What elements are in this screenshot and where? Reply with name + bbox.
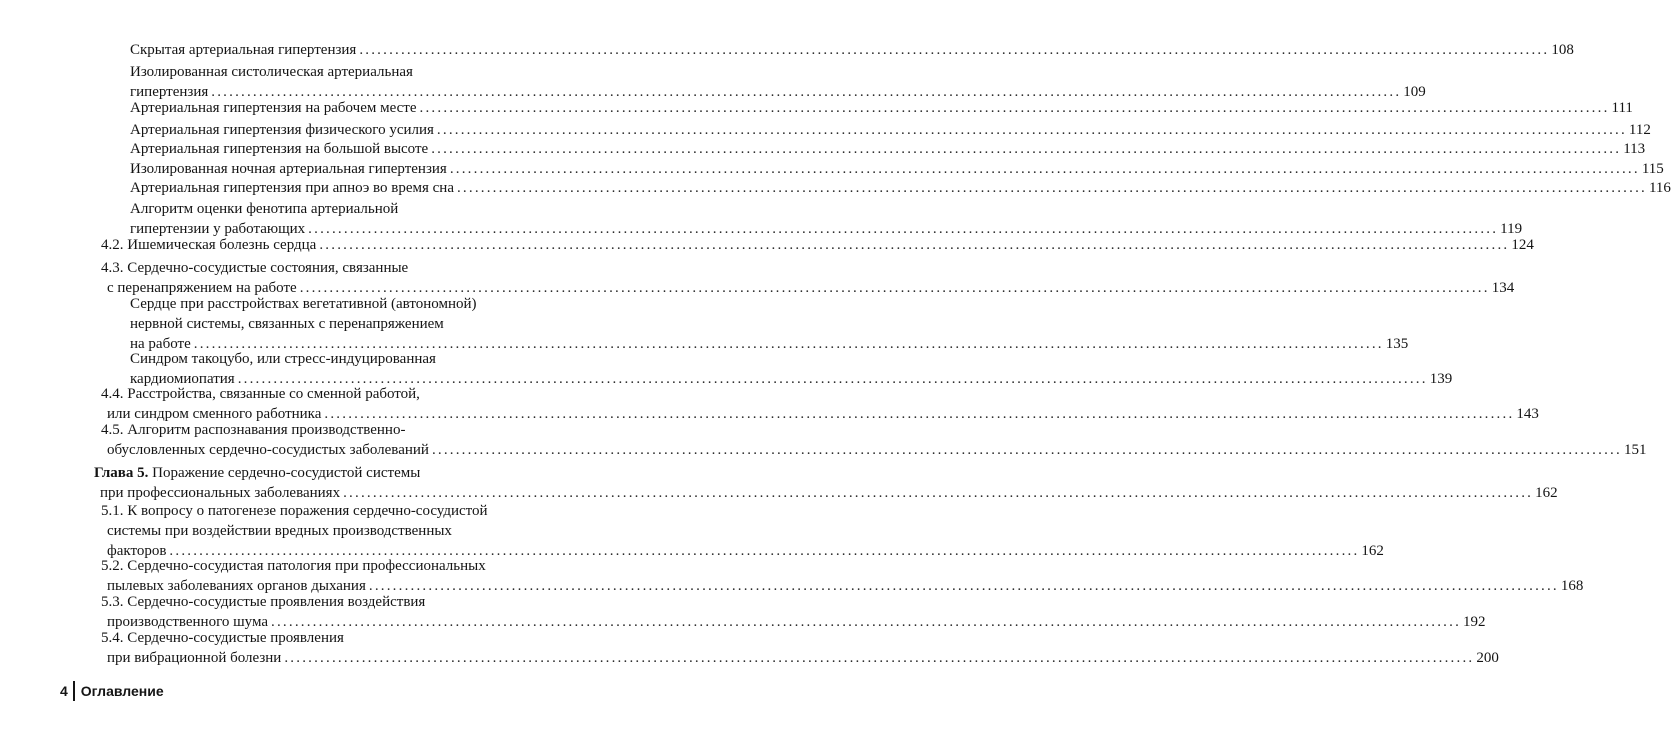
toc-entry-line — [130, 349, 490, 369]
toc-entry-text: Изолированная ночная артериальная гипертензия — [130, 161, 447, 177]
toc-entry — [130, 294, 1409, 354]
toc-entry-line — [130, 62, 490, 82]
dot-leader: ........................................................................................................................................................................................................ — [343, 485, 1534, 501]
toc-entry-last-line — [130, 40, 1574, 60]
toc-entry — [130, 120, 1651, 140]
toc-entry-text: Сердце при расстройствах вегетативной (автономной) — [130, 296, 477, 312]
toc-entry-text: Артериальная гипертензия при апноэ во время сна — [130, 180, 454, 196]
toc-entry — [101, 258, 1515, 298]
toc-page-number: 135 — [1385, 336, 1409, 352]
toc-entry — [130, 349, 1453, 389]
toc-entry-text: гипертензия — [130, 84, 209, 100]
toc-entry-text: Алгоритм оценки фенотипа артериальной — [130, 201, 399, 217]
toc-entry-text: Артериальная гипертензия физического усилия — [130, 122, 434, 138]
dot-leader: ........................................................................................................................................................................................................ — [368, 578, 1559, 594]
dot-leader: ........................................................................................................................................................................................................ — [431, 442, 1622, 458]
toc-page-number: 124 — [1511, 237, 1534, 253]
toc-page-number: 115 — [1641, 161, 1664, 177]
toc-entry-last-line — [101, 235, 1534, 255]
dot-leader: ........................................................................................................................................................................................................ — [449, 161, 1640, 177]
dot-leader: ........................................................................................................................................................................................................ — [211, 84, 1402, 100]
toc-entry — [130, 159, 1664, 179]
toc-entry-text: Скрытая артериальная гипертензия — [130, 42, 357, 58]
toc-entry-line — [101, 521, 490, 541]
toc-entry-text: Артериальная гипертензия на рабочем месте — [130, 100, 417, 116]
dot-leader: ........................................................................................................................................................................................................ — [271, 614, 1462, 630]
chapter-label: Глава 5. — [94, 465, 149, 481]
toc-entry — [101, 628, 1499, 668]
toc-page-number: 119 — [1500, 221, 1523, 237]
toc-entry-text: при профессиональных заболеваниях — [100, 485, 341, 501]
toc-entry — [130, 199, 1523, 239]
toc-page-number: 168 — [1560, 578, 1584, 594]
dot-leader: ........................................................................................................................................................................................................ — [319, 237, 1510, 253]
toc-entry-line — [101, 501, 490, 521]
toc-entry-text: или синдром сменного работника — [107, 406, 322, 422]
dot-leader: ........................................................................................................................................................................................................ — [431, 141, 1622, 157]
dot-leader: ........................................................................................................................................................................................................ — [284, 650, 1475, 666]
toc-entry-line — [101, 258, 490, 278]
toc-entry-line — [101, 556, 490, 576]
toc-page-number: 134 — [1491, 280, 1515, 296]
toc-entry-text: Артериальная гипертензия на большой высоте — [130, 141, 429, 157]
toc-entry-text: системы при воздействии вредных производственных — [107, 523, 452, 539]
toc-page-number: 109 — [1403, 84, 1426, 100]
toc-entry-line — [101, 384, 490, 404]
toc-page-number: 116 — [1648, 180, 1671, 196]
dot-leader: ........................................................................................................................................................................................................ — [419, 100, 1610, 116]
toc-entry-text: 5.3. Сердечно-сосудистые проявления воздействия — [101, 594, 426, 610]
page-footer — [60, 680, 164, 702]
toc-entry-last-line — [130, 159, 1664, 179]
dot-leader: ........................................................................................................................................................................................................ — [299, 280, 1490, 296]
toc-entry — [101, 384, 1539, 424]
toc-entry-text: Поражение сердечно-сосудистой системы — [148, 465, 421, 481]
dot-leader: ........................................................................................................................................................................................................ — [324, 406, 1515, 422]
toc-entry-text: 5.1. К вопросу о патогенезе поражения сердечно-сосудистой — [101, 503, 488, 519]
toc-page-number: 162 — [1361, 543, 1384, 559]
toc-page-number: 111 — [1611, 100, 1633, 116]
toc-entry — [130, 178, 1671, 198]
toc-entry-text: 5.4. Сердечно-сосудистые проявления — [101, 630, 344, 646]
toc-entry — [101, 556, 1584, 596]
toc-entry-line — [94, 463, 490, 483]
toc-entry — [130, 40, 1574, 60]
toc-entry-text: 4.2. Ишемическая болезнь сердца — [101, 237, 317, 253]
toc-page-number: 200 — [1476, 650, 1499, 666]
toc-entry — [101, 501, 1384, 561]
dot-leader: ........................................................................................................................................................................................................ — [193, 336, 1384, 352]
toc-entry — [130, 139, 1646, 159]
toc-entry-last-line — [101, 440, 1647, 460]
toc-entry-text: 4.5. Алгоритм распознавания производственно- — [101, 422, 406, 438]
toc-page-number: 162 — [1535, 485, 1558, 501]
toc-entry — [130, 62, 1426, 102]
toc-entry-text: нервной системы, связанных с перенапряжением — [130, 316, 444, 332]
toc-entry-line — [130, 294, 490, 314]
toc-entry-line — [101, 420, 490, 440]
toc-entry-text: Изолированная систолическая артериальная — [130, 64, 413, 80]
toc-entry-text: 4.4. Расстройства, связанные со сменной работой, — [101, 386, 420, 402]
toc-entry-line — [130, 199, 490, 219]
dot-leader: ........................................................................................................................................................................................................ — [308, 221, 1499, 237]
toc-entry-text: пылевых заболеваниях органов дыхания — [107, 578, 366, 594]
toc-entry — [101, 235, 1534, 255]
toc-entry-text: 5.2. Сердечно-сосудистая патология при профессиональных — [101, 558, 486, 574]
toc-entry — [101, 420, 1647, 460]
dot-leader: ........................................................................................................................................................................................................ — [456, 180, 1647, 196]
toc-entry-text: факторов — [107, 543, 167, 559]
toc-entry-line — [101, 592, 490, 612]
toc-entry-line — [130, 314, 490, 334]
toc-entry-text: при вибрационной болезни — [107, 650, 282, 666]
page-number: 4 — [60, 683, 68, 699]
toc-entry — [101, 592, 1486, 632]
toc-page-number: 113 — [1623, 141, 1646, 157]
toc-page-number: 151 — [1623, 442, 1647, 458]
footer-section-title: Оглавление — [80, 683, 164, 699]
dot-leader: ........................................................................................................................................................................................................ — [237, 371, 1428, 387]
toc-entry-last-line — [94, 483, 1558, 503]
toc-entry-text: кардиомиопатия — [130, 371, 235, 387]
toc-entry-text: Синдром такоцубо, или стресс-индуцированная — [130, 351, 436, 367]
toc-entry-text: с перенапряжением на работе — [107, 280, 297, 296]
toc-entry-line — [101, 628, 490, 648]
toc-page-number: 112 — [1628, 122, 1651, 138]
toc-page-number: 139 — [1429, 371, 1453, 387]
toc-entry-last-line — [130, 178, 1671, 198]
toc-entry-last-line — [130, 98, 1633, 118]
dot-leader: ........................................................................................................................................................................................................ — [359, 42, 1550, 58]
toc-entry-text: производственного шума — [107, 614, 269, 630]
toc-entry-text: 4.3. Сердечно-сосудистые состояния, связанные — [101, 260, 409, 276]
toc-entry-last-line — [130, 139, 1646, 159]
dot-leader: ........................................................................................................................................................................................................ — [169, 543, 1360, 559]
dot-leader: ........................................................................................................................................................................................................ — [436, 122, 1627, 138]
toc-page-number: 108 — [1551, 42, 1574, 58]
toc-entry-text: на работе — [130, 336, 191, 352]
toc-entry-last-line — [101, 648, 1499, 668]
toc-page-number: 143 — [1516, 406, 1539, 422]
toc-entry-text: обусловленных сердечно-сосудистых заболеваний — [107, 442, 429, 458]
toc-entry-text: гипертензии у работающих — [130, 221, 306, 237]
footer-divider — [73, 681, 75, 701]
toc-entry — [130, 98, 1633, 118]
toc-entry-last-line — [130, 120, 1651, 140]
toc-page-number: 192 — [1463, 614, 1486, 630]
toc-chapter-entry — [94, 463, 1558, 503]
